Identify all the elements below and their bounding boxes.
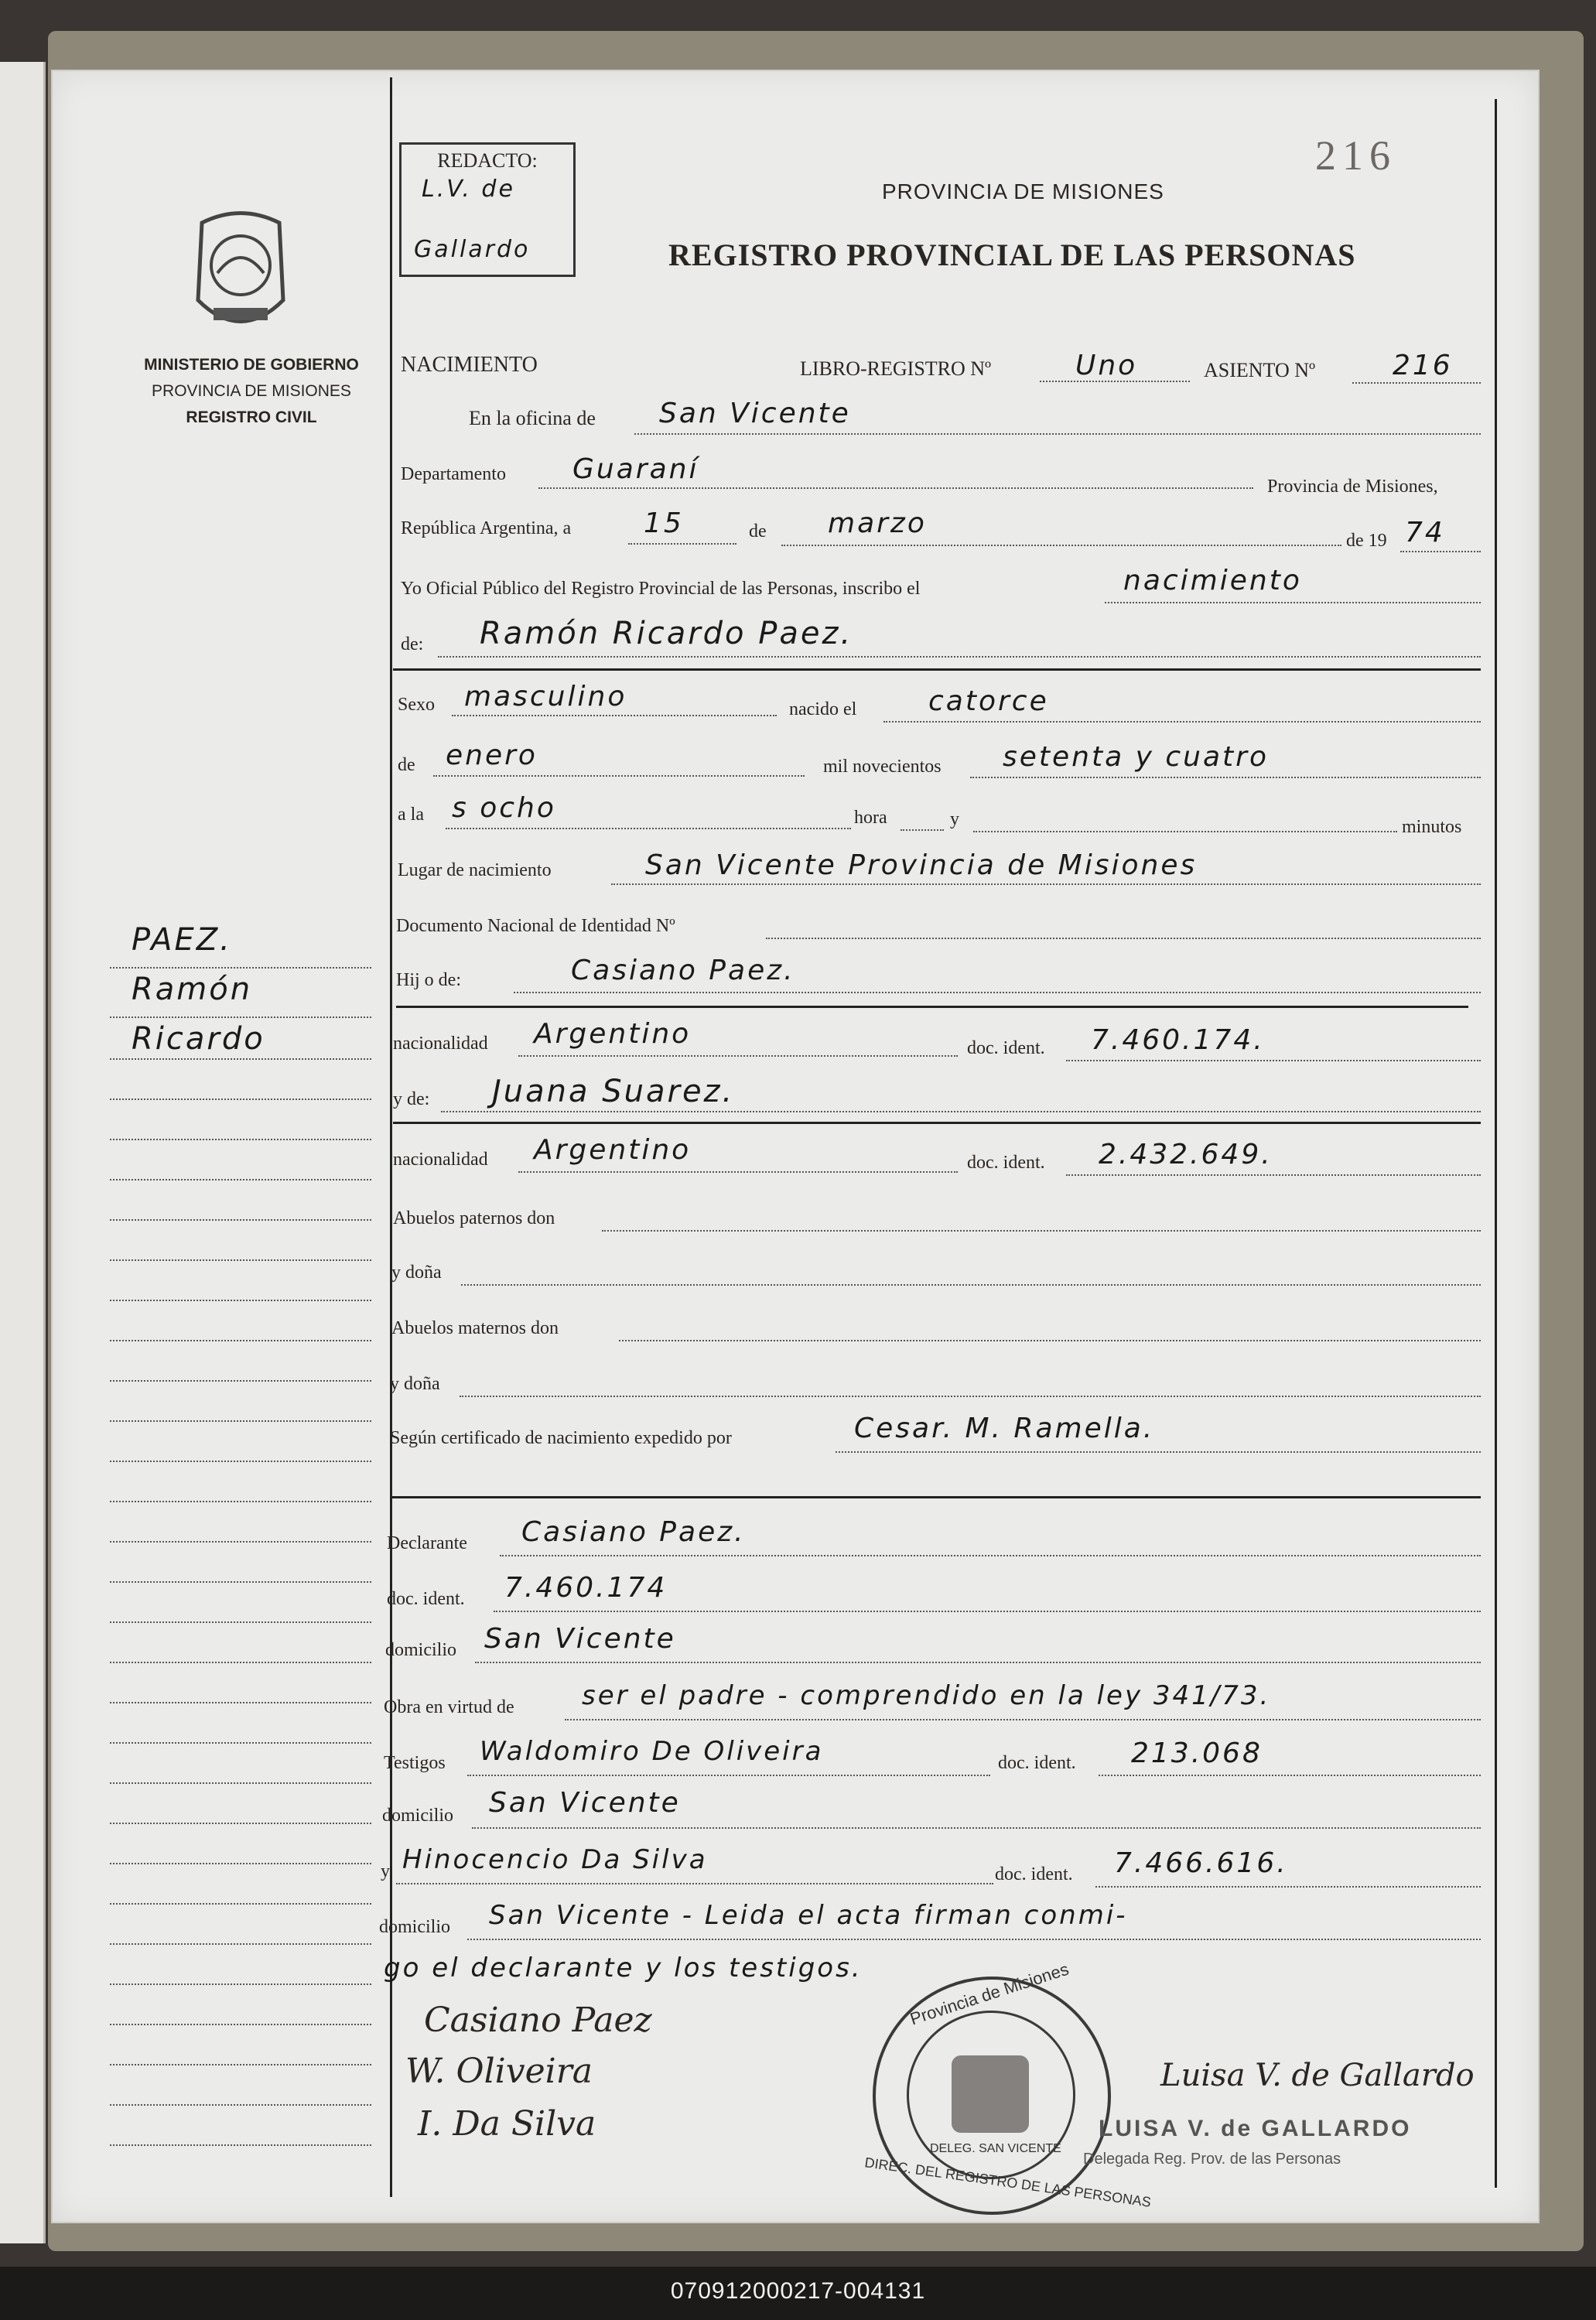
dia-value: 15 xyxy=(644,507,684,539)
margin-given-name-1: Ramón xyxy=(132,972,253,1007)
obra-line xyxy=(565,1719,1481,1720)
signature-official: Luisa V. de Gallardo xyxy=(1160,2058,1475,2093)
madre-line xyxy=(441,1111,1481,1112)
declarante-line xyxy=(500,1555,1481,1556)
province-seal-icon xyxy=(190,207,291,339)
domicilio-declarante-value: San Vicente xyxy=(484,1623,676,1655)
section-rule xyxy=(390,1496,1481,1498)
asiento-value: 216 xyxy=(1393,350,1453,381)
mes-line xyxy=(781,545,1341,546)
margin-line xyxy=(110,1179,371,1181)
ydona-materna-label: y doña xyxy=(390,1374,440,1394)
domicilio-testigo2-value: San Vicente - Leida el acta firman conmi- xyxy=(489,1900,1128,1931)
de-name-label: de: xyxy=(401,634,424,654)
testigo2-value: Hinocencio Da Silva xyxy=(402,1844,708,1875)
asiento-line xyxy=(1352,382,1481,384)
abuelos-maternos-label: Abuelos maternos don xyxy=(391,1318,559,1338)
signature-testigo-2: I. Da Silva xyxy=(418,2104,596,2144)
testigos-label: Testigos xyxy=(384,1753,446,1773)
registry-heading: REGISTRO PROVINCIAL DE LAS PERSONAS xyxy=(668,237,1356,272)
mes-value: marzo xyxy=(828,507,927,539)
folio-number: 216 xyxy=(1315,132,1396,179)
y-testigo2-label: y xyxy=(381,1861,390,1881)
hora-value: s ocho xyxy=(452,792,556,824)
provincia-label: Provincia de Misiones, xyxy=(1267,477,1438,497)
domicilio-testigo1-value: San Vicente xyxy=(489,1787,681,1819)
anio-line xyxy=(1400,551,1481,552)
hora-label: hora xyxy=(854,808,887,828)
lugar-label: Lugar de nacimiento xyxy=(398,860,552,880)
section-rule xyxy=(396,1006,1468,1008)
margin-line xyxy=(110,1139,371,1140)
nacimiento-label: NACIMIENTO xyxy=(401,353,538,377)
margin-line xyxy=(110,1581,371,1583)
margin-line xyxy=(110,1501,371,1502)
de-month-label: de xyxy=(398,755,415,775)
margin-line xyxy=(110,1863,371,1864)
margin-surname: PAEZ. xyxy=(132,922,232,958)
margin-line xyxy=(110,1420,371,1422)
margin-line xyxy=(110,1823,371,1824)
domicilio-declarante-line xyxy=(475,1662,1481,1663)
nacionalidad-madre-label: nacionalidad xyxy=(393,1150,488,1170)
certificado-line xyxy=(836,1451,1481,1453)
departamento-value: Guaraní xyxy=(572,453,699,485)
madre-value: Juana Suarez. xyxy=(492,1074,735,1109)
domicilio-testigo1-line xyxy=(472,1827,1481,1829)
hora-gap-line xyxy=(901,829,944,831)
domicilio-declarante-label: domicilio xyxy=(385,1640,456,1660)
doc-declarante-line xyxy=(494,1611,1481,1612)
doc-padre-label: doc. ident. xyxy=(967,1038,1045,1058)
oficial-text: Yo Oficial Público del Registro Provincial de las Personas, inscribo el xyxy=(401,579,921,599)
nacionalidad-madre-value: Argentino xyxy=(534,1134,692,1166)
margin-line xyxy=(110,2144,371,2146)
hora-line xyxy=(446,828,851,829)
margin-line xyxy=(110,2024,371,2025)
departamento-line xyxy=(538,487,1253,489)
anio-label: de 19 xyxy=(1346,531,1387,551)
doc-testigo2-line xyxy=(1095,1886,1481,1888)
obra-value: ser el padre - comprendido en la ley 341/73. xyxy=(582,1680,1271,1711)
declarante-value: Casiano Paez. xyxy=(521,1516,746,1548)
stamp-emblem-icon xyxy=(952,2055,1029,2133)
oficina-line xyxy=(634,433,1481,435)
yde-label: y de: xyxy=(393,1089,430,1109)
ministry-line-3: REGISTRO CIVIL xyxy=(186,408,317,426)
domicilio-testigo2-label: domicilio xyxy=(379,1917,450,1937)
margin-line xyxy=(110,1259,371,1261)
mes-nac-line xyxy=(433,775,805,777)
signature-testigo-1: W. Oliveira xyxy=(405,2052,593,2091)
margin-line xyxy=(110,2064,371,2065)
official-name-stamp: LUISA V. de GALLARDO xyxy=(1099,2116,1412,2141)
padre-line xyxy=(514,992,1481,993)
ministry-line-1: MINISTERIO DE GOBIERNO xyxy=(144,356,359,374)
margin-line xyxy=(110,1461,371,1462)
margin-line xyxy=(110,1782,371,1784)
oficina-value: San Vicente xyxy=(659,398,851,429)
dni-label: Documento Nacional de Identidad Nº xyxy=(396,916,675,936)
redacto-label: REDACTO: xyxy=(437,149,538,172)
nacionalidad-padre-value: Argentino xyxy=(534,1018,692,1050)
margin-line xyxy=(110,1903,371,1905)
margin-line xyxy=(110,1702,371,1703)
domicilio-testigo1-label: domicilio xyxy=(382,1806,453,1826)
asiento-label: ASIENTO Nº xyxy=(1204,359,1316,381)
margin-line xyxy=(110,1662,371,1663)
libro-label: LIBRO-REGISTRO Nº xyxy=(800,357,992,380)
ydona-paterna-line xyxy=(461,1284,1481,1286)
redacto-handwriting-1: L.V. de xyxy=(422,176,515,203)
y-label: y xyxy=(950,809,959,829)
redacto-box xyxy=(399,142,576,277)
margin-line xyxy=(110,1300,371,1301)
doc-madre-label: doc. ident. xyxy=(967,1153,1045,1173)
declarante-label: Declarante xyxy=(387,1533,467,1553)
hijo-label: Hij o de: xyxy=(396,970,461,990)
anio-nac-value: setenta y cuatro xyxy=(1003,741,1269,773)
nacionalidad-padre-label: nacionalidad xyxy=(393,1034,488,1054)
left-column-rule xyxy=(390,77,392,2197)
redacto-handwriting-2: Gallardo xyxy=(414,236,531,263)
margin-line xyxy=(110,967,371,969)
doc-padre-line xyxy=(1066,1060,1481,1061)
ministry-heading xyxy=(124,352,379,431)
sexo-label: Sexo xyxy=(398,695,435,715)
nacionalidad-padre-line xyxy=(518,1055,958,1057)
margin-line xyxy=(110,1098,371,1100)
padre-value: Casiano Paez. xyxy=(571,955,795,986)
right-border-rule xyxy=(1495,99,1497,2188)
oficina-label: En la oficina de xyxy=(469,407,596,429)
section-rule xyxy=(393,668,1481,671)
acto-line xyxy=(1105,602,1481,603)
acto-value: nacimiento xyxy=(1123,565,1302,596)
abuelos-paternos-label: Abuelos paternos don xyxy=(393,1208,555,1228)
previous-page-edge xyxy=(0,62,46,2243)
abuelos-maternos-line xyxy=(619,1340,1481,1341)
doc-declarante-value: 7.460.174 xyxy=(504,1572,668,1604)
margin-line xyxy=(110,1380,371,1382)
lugar-line xyxy=(611,883,1481,885)
minutos-line xyxy=(973,831,1397,832)
doc-madre-line xyxy=(1066,1174,1481,1176)
nacido-line xyxy=(883,721,1481,723)
testigo1-value: Waldomiro De Oliveira xyxy=(480,1736,824,1767)
sexo-value: masculino xyxy=(464,681,627,712)
minutos-label: minutos xyxy=(1402,817,1462,837)
margin-line xyxy=(110,1340,371,1341)
margin-line xyxy=(110,1742,371,1744)
abuelos-paternos-line xyxy=(602,1230,1481,1232)
official-stamp xyxy=(863,1959,1153,2215)
testigo2-line xyxy=(396,1883,993,1884)
province-heading: PROVINCIA DE MISIONES xyxy=(882,179,1164,203)
ministry-line-2: PROVINCIA DE MISIONES xyxy=(152,382,351,400)
dia-line xyxy=(628,543,736,545)
ala-label: a la xyxy=(398,805,424,825)
testigo1-line xyxy=(467,1775,990,1776)
margin-line xyxy=(110,1621,371,1623)
ydona-paterna-label: y doña xyxy=(391,1263,442,1283)
margin-line xyxy=(110,1058,371,1060)
margin-line xyxy=(110,1219,371,1221)
certificado-value: Cesar. M. Ramella. xyxy=(854,1413,1155,1444)
anio-nac-line xyxy=(970,777,1481,778)
signature-declarante: Casiano Paez xyxy=(424,2001,652,2040)
mes-nac-value: enero xyxy=(446,740,538,771)
libro-value: Uno xyxy=(1075,350,1138,381)
certificado-label: Según certificado de nacimiento expedido por xyxy=(390,1428,732,1448)
doc-testigo2-label: doc. ident. xyxy=(995,1864,1073,1884)
margin-given-name-2: Ricardo xyxy=(132,1021,265,1057)
margin-line xyxy=(110,1541,371,1543)
stamp-ring-bottom: DIREC. DEL REGISTRO DE LAS PERSONAS xyxy=(863,2154,1153,2210)
doc-testigo1-value: 213.068 xyxy=(1131,1737,1263,1769)
departamento-label: Departamento xyxy=(401,464,506,484)
image-id: 070912000217-004131 xyxy=(670,2278,926,2304)
dni-line xyxy=(766,938,1481,939)
margin-line xyxy=(110,1016,371,1018)
doc-declarante-label: doc. ident. xyxy=(387,1589,465,1609)
republica-label: República Argentina, a xyxy=(401,518,572,538)
domicilio-testigo2-line xyxy=(467,1939,1481,1940)
sexo-line xyxy=(452,715,777,716)
nacionalidad-madre-line xyxy=(518,1171,958,1173)
margin-line xyxy=(110,1943,371,1945)
doc-testigo2-value: 7.466.616. xyxy=(1114,1847,1288,1879)
stamp-inner-text: DELEG. SAN VICENTE xyxy=(930,2142,1061,2155)
anio-value: 74 xyxy=(1405,517,1445,548)
doc-madre-value: 2.432.649. xyxy=(1099,1139,1273,1170)
doc-testigo1-line xyxy=(1099,1775,1481,1776)
ydona-materna-line xyxy=(460,1396,1481,1397)
obra-label: Obra en virtud de xyxy=(384,1697,514,1717)
official-title-stamp: Delegada Reg. Prov. de las Personas xyxy=(1083,2151,1341,2168)
nacido-label: nacido el xyxy=(789,699,857,719)
lugar-value: San Vicente Provincia de Misiones xyxy=(645,849,1198,881)
mil-label: mil novecientos xyxy=(823,757,942,777)
doc-padre-value: 7.460.174. xyxy=(1091,1024,1265,1056)
nombre-value: Ramón Ricardo Paez. xyxy=(480,616,853,651)
margin-line xyxy=(110,1983,371,1985)
stamp-ring-top: Provincia de Misiones xyxy=(907,1959,1071,2029)
nombre-line xyxy=(438,656,1481,658)
doc-testigo1-label: doc. ident. xyxy=(998,1753,1076,1773)
de-label: de xyxy=(749,521,767,542)
section-rule xyxy=(393,1122,1481,1124)
cierre-value: go el declarante y los testigos. xyxy=(384,1953,863,1983)
nacido-value: catorce xyxy=(928,685,1049,717)
margin-line xyxy=(110,2104,371,2106)
